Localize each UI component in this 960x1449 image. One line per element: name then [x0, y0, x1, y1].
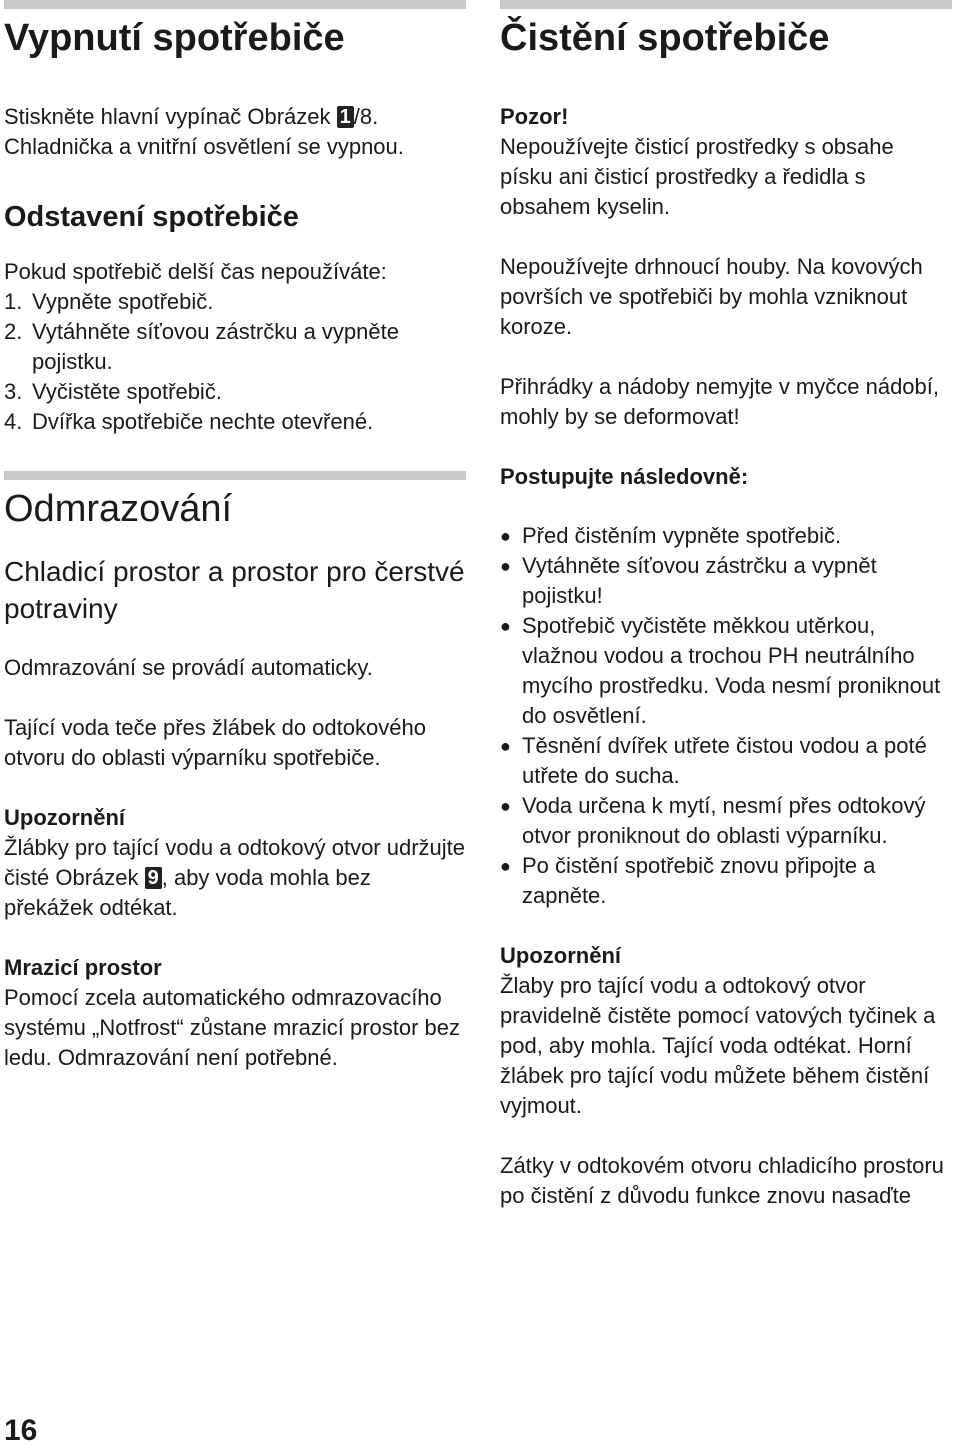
list-item: ● Před čistěním vypněte spotřebič.	[500, 521, 952, 551]
freezer-text: Pomocí zcela automatického odmrazovacího systému „Notfrost“ zůstane mrazicí prostor bez ledu. Odmrazování není potřebné.	[4, 985, 461, 1070]
shutdown-intro: Pokud spotřebič delší čas nepoužíváte:	[4, 259, 387, 284]
defrost-auto-text: Odmrazování se provádí automaticky.	[4, 655, 373, 680]
switch-off-text: Stiskněte hlavní vypínač Obrázek 1 /8. Chladnička a vnitřní osvětlení se vypnou.	[4, 104, 404, 159]
section-divider	[4, 471, 466, 480]
bullet-icon: ●	[500, 796, 511, 816]
notice-text: Žlaby pro tající vodu a odtokový otvor pravidelně čistěte pomocí vatových tyčinek a pod, aby mohla. Tající voda odtékat. Horní žlábek pro tající vodu můžete během čistění vyjmout.	[500, 973, 936, 1118]
warning-label: Pozor!	[500, 104, 569, 129]
defrost-water-text: Tající voda teče přes žlábek do odtokového otvoru do oblasti výparníku spotřebiče.	[4, 715, 426, 770]
section-divider	[500, 0, 952, 9]
list-item: ● Těsnění dvířek utřete čistou vodou a poté utřete do sucha.	[500, 733, 927, 788]
notice-label: Upozornění	[4, 805, 125, 830]
bullet-icon: ●	[500, 616, 511, 636]
procedure-list	[500, 521, 952, 911]
shutdown-title: Odstavení spotřebiče	[4, 201, 299, 233]
list-item: ● Vytáhněte síťovou zástrčku a vypnět pojistku!	[500, 553, 877, 608]
list-item: ● Voda určena k mytí, nesmí přes odtokový otvor proniknout do oblasti výparníku.	[500, 793, 926, 848]
list-item: 2. Vytáhněte síťovou zástrčku a vypněte pojistku.	[4, 319, 399, 374]
sponge-warning-text: Nepoužívejte drhnoucí houby. Na kovových površích ve spotřebiči by mohla vzniknout koroze.	[500, 254, 923, 339]
bullet-icon: ●	[500, 556, 511, 576]
fridge-section-subtitle: Chladicí prostor a prostor pro čerstvé potraviny	[4, 556, 465, 624]
figure-badge: 1	[337, 106, 354, 128]
list-item: 4. Dvířka spotřebiče nechte otevřené.	[4, 409, 374, 434]
right-column	[500, 0, 952, 1211]
notice-label: Upozornění	[500, 943, 621, 968]
list-item: ● Spotřebič vyčistěte měkkou utěrkou, vlažnou vodou a trochou PH neutrálního mycího prostředku. Voda nesmí proniknout do osvětlení.	[500, 613, 941, 728]
defrost-title: Odmrazování	[4, 488, 233, 530]
cleaning-title: Čistění spotřebiče	[500, 17, 830, 59]
procedure-label: Postupujte následovně:	[500, 464, 749, 489]
figure-badge: 9	[145, 867, 162, 889]
list-item: 1. Vypněte spotřebič.	[4, 289, 214, 314]
list-item: 3. Vyčistěte spotřebič.	[4, 379, 222, 404]
drain-plug-text: Zátky v odtokovém otvoru chladicího prostoru po čistění z důvodu funkce znovu nasaďte	[500, 1153, 944, 1208]
bullet-icon: ●	[500, 736, 511, 756]
freezer-label: Mrazicí prostor	[4, 955, 162, 980]
notice-text: Žlábky pro tající vodu a odtokový otvor udržujte čisté Obrázek 9 , aby voda mohla bez překážek odtékat.	[4, 835, 466, 920]
section-divider	[4, 0, 466, 9]
switch-off-title: Vypnutí spotřebiče	[4, 17, 345, 59]
bullet-icon: ●	[500, 856, 511, 876]
dishwasher-warning-text: Přihrádky a nádoby nemyjte v myčce nádobí, mohly by se deformovat!	[500, 374, 940, 429]
warning-text: Nepoužívejte čisticí prostředky s obsahe písku ani čisticí prostředky a ředidla s obsahem kyselin.	[500, 134, 894, 219]
list-item: ● Po čistění spotřebič znovu připojte a zapněte.	[500, 853, 876, 908]
page-number: 16	[4, 1414, 38, 1447]
bullet-icon: ●	[500, 526, 511, 546]
shutdown-steps	[4, 287, 466, 437]
left-column	[4, 0, 466, 1073]
